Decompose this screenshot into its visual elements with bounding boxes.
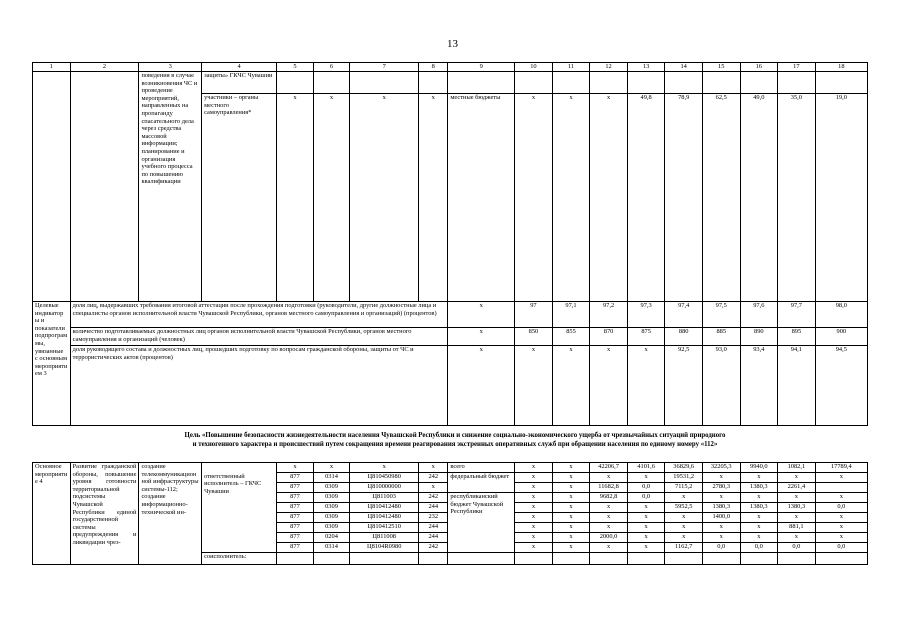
empty-cell xyxy=(515,553,553,565)
budget-code: Ц810412510 xyxy=(350,523,419,533)
executor-cell xyxy=(202,463,277,473)
budget-code: 242 xyxy=(419,543,448,553)
budget-code: 877 xyxy=(277,543,314,553)
indicator-value: 97,1 xyxy=(552,302,590,328)
budget-code: 877 xyxy=(277,473,314,483)
value-cell: x xyxy=(590,473,628,483)
budget-code: Ц810412480 xyxy=(350,513,419,523)
value-cell: x xyxy=(627,523,665,533)
indicator-value: x xyxy=(448,346,515,426)
value-cell: x xyxy=(515,513,553,523)
indicator-value: 890 xyxy=(740,328,778,346)
indicator-value: 93,4 xyxy=(740,346,778,426)
value-cell: 35,0 xyxy=(778,94,816,302)
value-cell: x xyxy=(515,543,553,553)
budget-code: 242 xyxy=(419,493,448,503)
indicator-value: x xyxy=(515,346,553,426)
column-number: 15 xyxy=(702,63,740,72)
value-cell: 19531,2 xyxy=(665,473,703,483)
value-cell: x xyxy=(740,493,778,503)
value-cell: x xyxy=(627,533,665,543)
value-cell: 78,9 xyxy=(665,94,703,302)
value-cell: x xyxy=(277,94,314,302)
value-cell: 62,5 xyxy=(702,94,740,302)
indicator-value: 97 xyxy=(515,302,553,328)
funding-source: местные бюджеты xyxy=(448,94,515,302)
column-number: 16 xyxy=(740,63,778,72)
budget-code: Ц811003 xyxy=(350,493,419,503)
value-cell: x xyxy=(590,94,628,302)
value-cell: 1082,1 xyxy=(778,463,816,473)
value-cell: 0,0 xyxy=(702,543,740,553)
empty-cell xyxy=(313,553,350,565)
budget-code: 0309 xyxy=(313,483,350,493)
activity-title: Развитие гражданской обороны, повышение уровня готовности территориальной подсистемы Чувашской Республики единой государственной системы предупреждения и ликвидации чрез- xyxy=(70,463,139,565)
indicator-value: 92,5 xyxy=(665,346,703,426)
value-cell: x xyxy=(515,473,553,483)
column-number-row xyxy=(33,63,868,72)
indicator-value: 97,2 xyxy=(590,302,628,328)
value-cell: x xyxy=(515,503,553,513)
value-cell: x xyxy=(515,523,553,533)
indicator-value: 885 xyxy=(702,328,740,346)
value-cell: 19,0 xyxy=(815,94,867,302)
value-cell: x xyxy=(350,94,419,302)
budget-code: x xyxy=(350,463,419,473)
empty-cell xyxy=(350,553,419,565)
value-cell: x xyxy=(702,473,740,483)
column-number: 14 xyxy=(665,63,703,72)
budget-code: 877 xyxy=(277,523,314,533)
empty-cell xyxy=(277,553,314,565)
budget-code: Ц8104R0980 xyxy=(350,543,419,553)
value-cell: 2780,3 xyxy=(702,483,740,493)
indicator-value: 870 xyxy=(590,328,628,346)
value-cell: x xyxy=(815,533,867,543)
budget-code: 242 xyxy=(419,473,448,483)
budget-code: Ц810000000 xyxy=(350,483,419,493)
value-cell: 5952,5 xyxy=(665,503,703,513)
indicator-value: x xyxy=(552,346,590,426)
value-cell: 0,0 xyxy=(740,543,778,553)
value-cell: 17789,4 xyxy=(815,463,867,473)
value-cell: x xyxy=(740,523,778,533)
budget-code: 877 xyxy=(277,493,314,503)
budget-code: 244 xyxy=(419,503,448,513)
column-number: 5 xyxy=(277,63,314,72)
page-number: 13 xyxy=(447,38,458,50)
budget-code: x xyxy=(419,483,448,493)
value-cell: 0,0 xyxy=(627,483,665,493)
value-cell: x xyxy=(665,533,703,543)
budget-code: 877 xyxy=(277,533,314,543)
activity-description: создание телекоммуникационной инфраструктуры системы-112; создание информационно-технической ин- xyxy=(139,463,202,565)
value-cell: 2261,4 xyxy=(778,483,816,493)
value-cell: x xyxy=(515,94,553,302)
value-cell: 1380,3 xyxy=(702,503,740,513)
indicator-value: 880 xyxy=(665,328,703,346)
empty-cell xyxy=(590,553,628,565)
value-cell: 2000,0 xyxy=(590,533,628,543)
indicator-value: 97,7 xyxy=(778,302,816,328)
column-number: 13 xyxy=(627,63,665,72)
empty-cell xyxy=(740,553,778,565)
goal-line-2: и техногенного характера и происшествий путем сокращения времени реагирования экстренных оперативных служб при обращении населения по единому номеру «112» xyxy=(192,441,718,448)
indicator-value: 97,6 xyxy=(740,302,778,328)
indicator-value: x xyxy=(627,346,665,426)
indicator-value: 94,5 xyxy=(815,346,867,426)
indicator-row xyxy=(33,346,868,426)
program-table-lower xyxy=(32,462,868,565)
indicator-text: доля лиц, выдержавших требования итоговой аттестации после прохождения подготовки (руководители, другие должностные лица и специалисты органов исполнительной власти Чувашской Республики, органов местного самоуправления и организаций) (процентов) xyxy=(70,302,448,328)
value-cell: x xyxy=(552,473,590,483)
main-activity-label: Основное мероприятие 4 xyxy=(33,463,71,565)
funding-source: федеральный бюджет xyxy=(448,473,515,493)
budget-code: 0204 xyxy=(313,533,350,543)
indicator-value: x xyxy=(590,346,628,426)
value-cell: x xyxy=(515,463,553,473)
value-cell: x xyxy=(665,493,703,503)
budget-code: 877 xyxy=(277,503,314,513)
indicator-value: 97,4 xyxy=(665,302,703,328)
value-cell: x xyxy=(552,483,590,493)
value-cell: x xyxy=(740,533,778,543)
value-cell: x xyxy=(552,513,590,523)
budget-code: 244 xyxy=(419,533,448,543)
column-number: 17 xyxy=(778,63,816,72)
indicators-label: Целевые индикаторы и показатели подпрограммы, увязанные с основным мероприятием 3 xyxy=(33,302,71,426)
value-cell: x xyxy=(515,533,553,543)
indicator-value: 97,3 xyxy=(627,302,665,328)
indicator-value: 875 xyxy=(627,328,665,346)
budget-code: 244 xyxy=(419,523,448,533)
budget-code: 0309 xyxy=(313,493,350,503)
executor-cell: ответственный исполнитель – ГКЧС Чувашии xyxy=(202,473,277,553)
program-table-upper xyxy=(32,62,868,426)
budget-code: x xyxy=(277,463,314,473)
column-number: 9 xyxy=(448,63,515,72)
budget-code: Ц810412480 xyxy=(350,503,419,513)
value-cell: 0,0 xyxy=(815,503,867,513)
indicator-value: x xyxy=(448,328,515,346)
empty-cell xyxy=(815,553,867,565)
value-cell: 7115,2 xyxy=(665,483,703,493)
cell-empty xyxy=(70,72,139,302)
value-cell: x xyxy=(627,473,665,483)
table-row xyxy=(33,72,868,94)
value-cell: x xyxy=(815,523,867,533)
value-cell: x xyxy=(552,533,590,543)
empty-cell xyxy=(552,553,590,565)
budget-code: Ц810450980 xyxy=(350,473,419,483)
value-cell: x xyxy=(552,503,590,513)
indicator-value: 895 xyxy=(778,328,816,346)
goal-line-1: Цель «Повышение безопасности жизнедеятельности населения Чувашской Республики и снижение социально-экономического ущерба от чрезвычайных ситуаций природного xyxy=(184,432,726,439)
value-cell: x xyxy=(627,543,665,553)
indicator-value: x xyxy=(448,302,515,328)
indicator-value: 98,0 xyxy=(815,302,867,328)
indicator-value: 93,0 xyxy=(702,346,740,426)
cell-empty xyxy=(33,72,71,302)
value-cell xyxy=(815,483,867,493)
value-cell: 32205,3 xyxy=(702,463,740,473)
value-cell: 1380,3 xyxy=(740,503,778,513)
value-cell: x xyxy=(552,493,590,503)
value-cell: 1380,3 xyxy=(740,483,778,493)
budget-code: 0314 xyxy=(313,473,350,483)
value-cell: 1400,0 xyxy=(702,513,740,523)
budget-code: 877 xyxy=(277,483,314,493)
value-cell: 49,8 xyxy=(627,94,665,302)
column-number: 6 xyxy=(313,63,350,72)
value-cell: 36829,6 xyxy=(665,463,703,473)
funding-source: республиканский бюджет Чувашской Республики xyxy=(448,493,515,553)
value-cell: x xyxy=(552,463,590,473)
column-number: 8 xyxy=(419,63,448,72)
empty-cell xyxy=(778,553,816,565)
executor-cell: защиты» ГКЧС Чувашии xyxy=(202,72,277,94)
column-number: 1 xyxy=(33,63,71,72)
value-cell: 11682,8 xyxy=(590,483,628,493)
column-number: 4 xyxy=(202,63,277,72)
budget-code: Ц811008 xyxy=(350,533,419,543)
value-cell: x xyxy=(778,513,816,523)
indicator-row xyxy=(33,302,868,328)
value-cell: 42206,7 xyxy=(590,463,628,473)
value-cell: 9940,0 xyxy=(740,463,778,473)
value-cell: x xyxy=(419,94,448,302)
indicator-value: 850 xyxy=(515,328,553,346)
indicator-value: 97,5 xyxy=(702,302,740,328)
value-cell: x xyxy=(627,503,665,513)
value-cell: x xyxy=(702,493,740,503)
value-cell: 1380,3 xyxy=(778,503,816,513)
value-cell: x xyxy=(515,493,553,503)
value-cell: x xyxy=(778,473,816,483)
value-cell: 0,0 xyxy=(815,543,867,553)
value-cell: x xyxy=(815,493,867,503)
value-cell: 49,0 xyxy=(740,94,778,302)
budget-code: 877 xyxy=(277,513,314,523)
value-cell: x xyxy=(627,513,665,523)
value-cell: 1162,7 xyxy=(665,543,703,553)
activity-description: поведения в случае возникновения ЧС и проведение мероприятий, направленных на пропаганду спасательного дела через средства массовой информации; планирование и организация учебного процесса по повышению квалификации xyxy=(139,72,202,302)
budget-code: 232 xyxy=(419,513,448,523)
value-cell: x xyxy=(740,473,778,483)
value-cell: x xyxy=(515,483,553,493)
value-cell: x xyxy=(313,94,350,302)
value-cell: x xyxy=(665,513,703,523)
value-cell: x xyxy=(702,523,740,533)
value-cell: x xyxy=(590,523,628,533)
value-cell: 0,0 xyxy=(778,543,816,553)
value-cell: x xyxy=(552,523,590,533)
column-number: 11 xyxy=(552,63,590,72)
indicator-text: доля руководящего состава и должностных лиц, прошедших подготовку по вопросам гражданской обороны, защиты от ЧС и террористических актов (процентов) xyxy=(70,346,448,426)
value-cell: 4101,6 xyxy=(627,463,665,473)
empty-cell xyxy=(627,553,665,565)
value-cell: x xyxy=(590,503,628,513)
goal-heading xyxy=(110,431,800,449)
value-cell: x xyxy=(590,513,628,523)
co-executor-cell: соисполнитель: xyxy=(202,553,277,565)
indicator-value: 900 xyxy=(815,328,867,346)
budget-code: 0314 xyxy=(313,543,350,553)
value-cell: x xyxy=(815,513,867,523)
budget-code: 0309 xyxy=(313,513,350,523)
column-number: 2 xyxy=(70,63,139,72)
value-cell: x xyxy=(778,533,816,543)
participants-cell: участники – органы местного самоуправления* xyxy=(202,94,277,302)
column-number: 7 xyxy=(350,63,419,72)
value-cell: 881,1 xyxy=(778,523,816,533)
indicator-value: 855 xyxy=(552,328,590,346)
value-cell: x xyxy=(590,543,628,553)
budget-code: 0309 xyxy=(313,503,350,513)
value-cell: 0,0 xyxy=(627,493,665,503)
indicator-value: 94,1 xyxy=(778,346,816,426)
value-cell: x xyxy=(552,543,590,553)
empty-cell xyxy=(448,553,515,565)
indicator-row xyxy=(33,328,868,346)
value-cell: x xyxy=(815,473,867,483)
column-number: 3 xyxy=(139,63,202,72)
funding-source: всего xyxy=(448,463,515,473)
column-number: 18 xyxy=(815,63,867,72)
column-number: 12 xyxy=(590,63,628,72)
value-cell: x xyxy=(702,533,740,543)
value-cell: 9682,8 xyxy=(590,493,628,503)
empty-cell xyxy=(419,553,448,565)
budget-code: x xyxy=(419,463,448,473)
value-cell: x xyxy=(665,523,703,533)
budget-code: 0309 xyxy=(313,523,350,533)
value-cell: x xyxy=(740,513,778,523)
empty-cell xyxy=(665,553,703,565)
indicator-text: количество подготавливаемых должностных лиц органов исполнительной власти Чувашской Республики, органов местного самоуправления и организаций (человек) xyxy=(70,328,448,346)
empty-cell xyxy=(702,553,740,565)
value-cell: x xyxy=(552,94,590,302)
value-cell: x xyxy=(778,493,816,503)
table-row xyxy=(33,463,868,473)
column-number: 10 xyxy=(515,63,553,72)
budget-code: x xyxy=(313,463,350,473)
